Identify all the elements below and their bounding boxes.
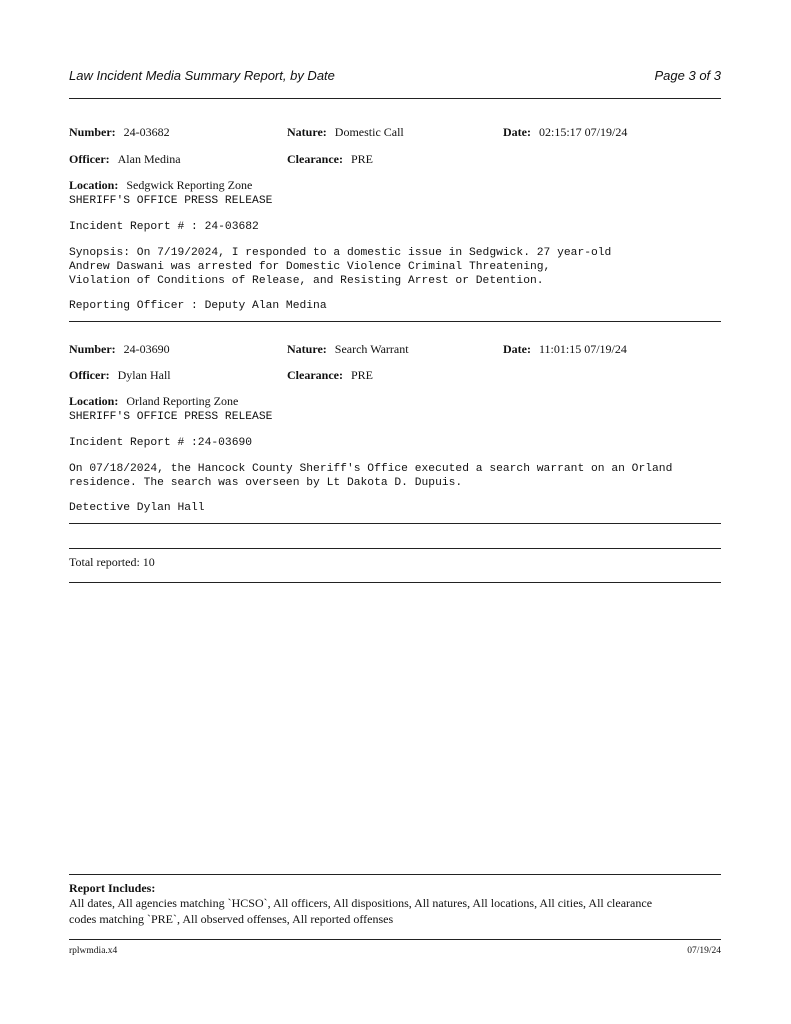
incident-officer: Officer: Alan Medina: [69, 152, 181, 166]
report-includes-text: [69, 895, 729, 927]
incident-nature: Nature: Search Warrant: [287, 342, 409, 356]
incident-report-number: Incident Report # :24-03690: [69, 437, 253, 449]
incident-nature: Nature: Domestic Call: [287, 125, 404, 139]
footer-top-divider: [69, 874, 721, 875]
narrative-line: residence. The search was overseen by Lt Dakota D. Dupuis.: [69, 477, 463, 489]
press-release-heading: SHERIFF'S OFFICE PRESS RELEASE: [69, 195, 273, 207]
header-divider: [69, 98, 721, 99]
incident-report-number: Incident Report # : 24-03682: [69, 221, 259, 233]
report-includes-line: codes matching `PRE`, All observed offenses, All reported offenses: [69, 912, 394, 926]
incident-narrative: [69, 462, 672, 490]
incident-number: Number: 24-03682: [69, 125, 170, 139]
incident-narrative: [69, 246, 611, 288]
incident-signoff: Detective Dylan Hall: [69, 502, 205, 514]
narrative-line: Synopsis: On 7/19/2024, I responded to a domestic issue in Sedgwick. 27 year-old: [69, 247, 612, 259]
report-includes-line: All dates, All agencies matching `HCSO`, All officers, All dispositions, All natures, All locations, All cities, All clearance: [69, 896, 653, 910]
total-reported: Total reported: 10: [69, 555, 155, 569]
incident-location: Location: Orland Reporting Zone: [69, 394, 239, 408]
report-includes-label: Report Includes:: [69, 881, 156, 895]
incident-number: Number: 24-03690: [69, 342, 170, 356]
total-top-divider: [69, 548, 721, 549]
page-number: Page 3 of 3: [654, 68, 721, 83]
incident-clearance: Clearance: PRE: [287, 368, 373, 382]
narrative-line: Violation of Conditions of Release, and Resisting Arrest or Detention.: [69, 275, 544, 287]
total-bottom-divider: [69, 582, 721, 583]
print-date: 07/19/24: [687, 946, 721, 956]
incident-date: Date: 11:01:15 07/19/24: [503, 342, 627, 356]
narrative-line: On 07/18/2024, the Hancock County Sheriff's Office executed a search warrant on an Orland: [69, 463, 673, 475]
incident-clearance: Clearance: PRE: [287, 152, 373, 166]
footer-bottom-divider: [69, 939, 721, 940]
report-title: Law Incident Media Summary Report, by Date: [69, 68, 335, 83]
incident-signoff: Reporting Officer : Deputy Alan Medina: [69, 300, 327, 312]
incident-divider: [69, 523, 721, 524]
narrative-line: Andrew Daswani was arrested for Domestic Violence Criminal Threatening,: [69, 261, 551, 273]
incident-location: Location: Sedgwick Reporting Zone: [69, 178, 253, 192]
press-release-heading: SHERIFF'S OFFICE PRESS RELEASE: [69, 411, 273, 423]
program-name: rplwmdia.x4: [69, 946, 118, 956]
incident-divider: [69, 321, 721, 322]
incident-date: Date: 02:15:17 07/19/24: [503, 125, 628, 139]
incident-officer: Officer: Dylan Hall: [69, 368, 171, 382]
